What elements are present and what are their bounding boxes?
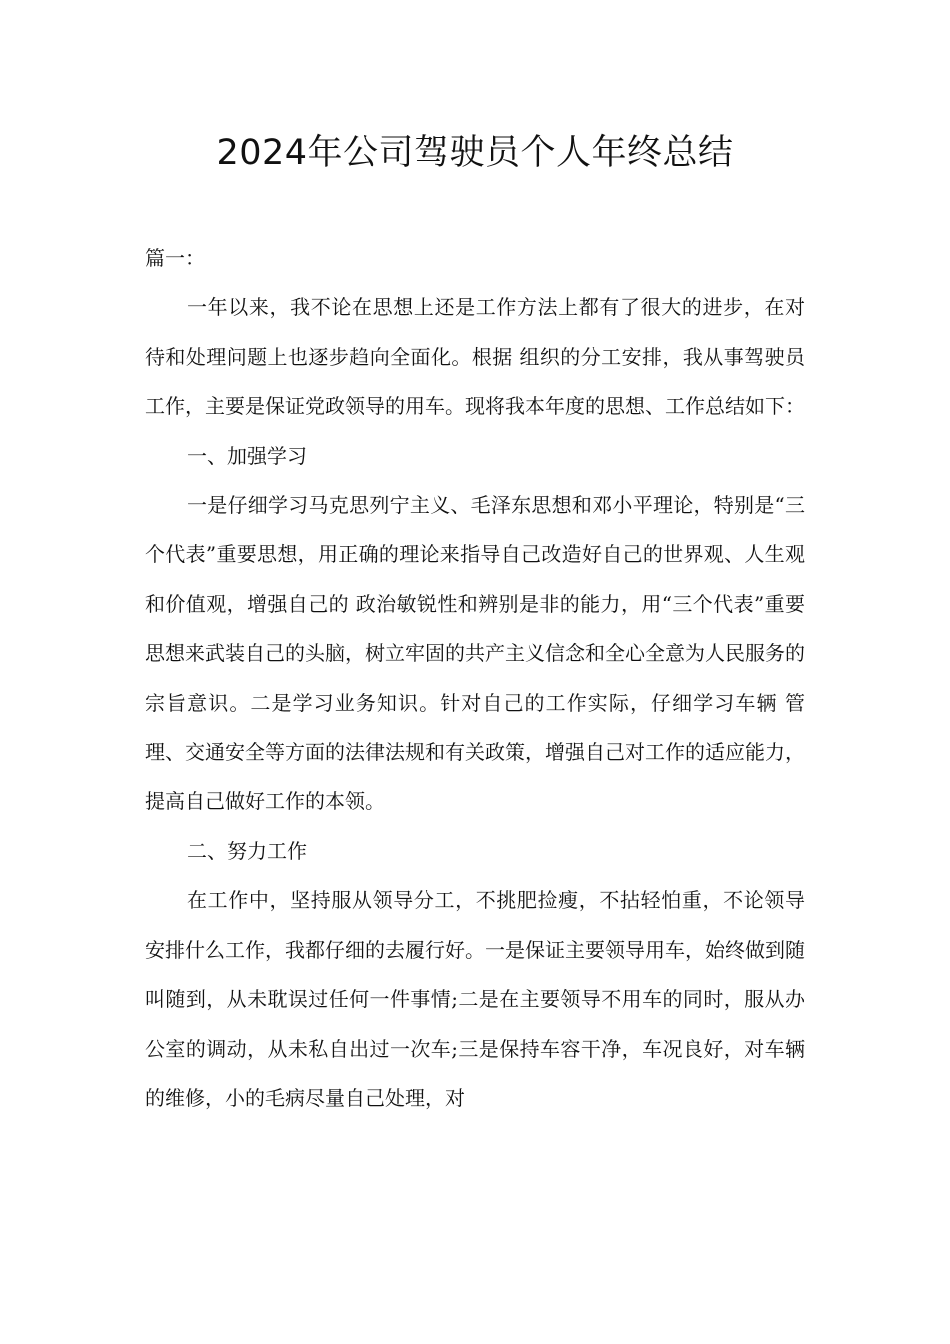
heading-strengthen-study: 一、加强学习 <box>187 443 307 468</box>
section-label: 篇一： <box>145 246 205 270</box>
paragraph-study: 一是仔细学习马克思列宁主义、毛泽东思想和邓小平理论，特别是“三个代表”重要思想，用正确的理论来指导自己改造好自己的世界观、人生观和价值观，增强自己的 政治敏锐性和辨别是非的能力，用“三个代表”重要思想来武装自己的头脑，树立牢固的共产主义信念和全心全意为人民服务的宗旨意识。二是学习业务知识。针对自己的工作实际，仔细学习车辆 管理、交通安全等方面的法律法规和有关政策，增强自己对工作的适应能力，提高自己做好工作的本领。 <box>145 493 805 814</box>
document-title: 2024年公司驾驶员个人年终总结 <box>216 133 734 173</box>
heading-work-hard: 二、努力工作 <box>187 838 307 863</box>
document-body <box>145 234 805 1123</box>
paragraph-work: 在工作中，坚持服从领导分工，不挑肥捡瘦，不拈轻怕重，不论领导安排什么工作，我都仔细的去履行好。一是保证主要领导用车，始终做到随叫随到，从未耽误过任何一件事情;二是在主要领导不用车的同时，服从办公室的调动，从未私自出过一次车;三是保持车容干净，车况良好，对车辆的维修，小的毛病尽量自己处理，对 <box>145 888 805 1110</box>
paragraph-intro: 一年以来，我不论在思想上还是工作方法上都有了很大的进步，在对待和处理问题上也逐步趋向全面化。根据 组织的分工安排，我从事驾驶员工作，主要是保证党政领导的用车。现将我本年度的思想、工作总结如下： <box>145 295 805 419</box>
